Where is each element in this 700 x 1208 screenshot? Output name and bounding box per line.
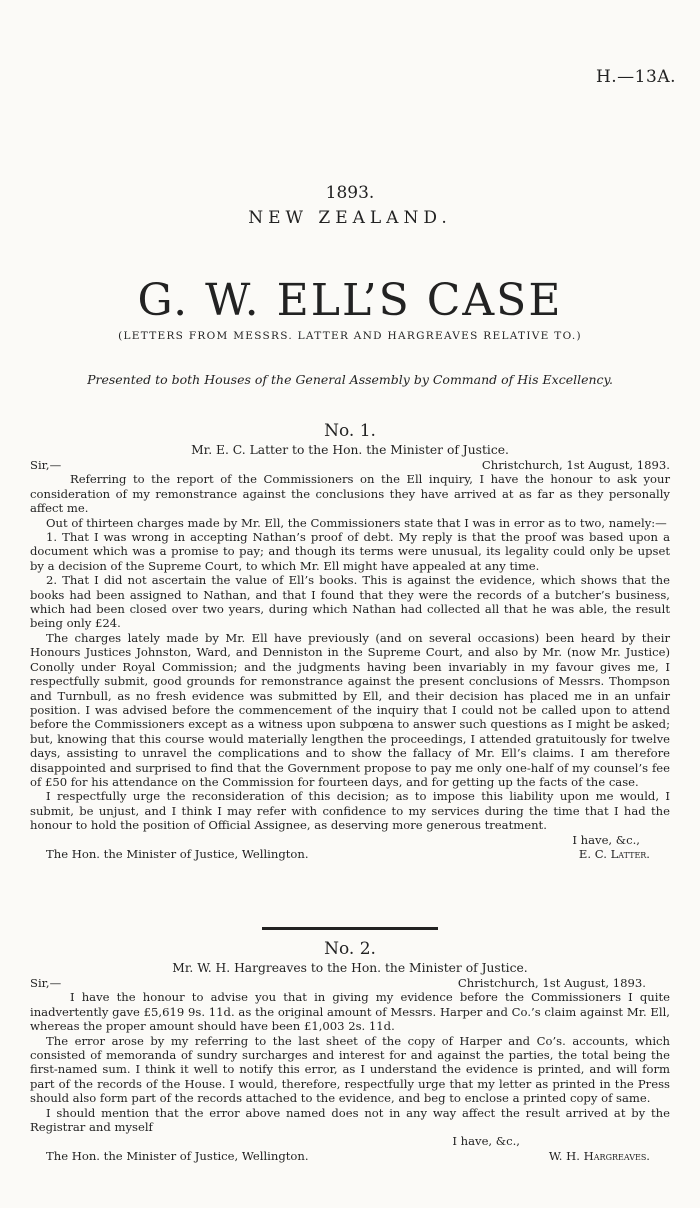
letter-1-salutation: Sir,— [30, 458, 62, 472]
letter-1 [30, 420, 670, 861]
letter-2-paragraph: The error arose by my referring to the last sheet of the copy of Harper and Co’s. accounts, which consisted of memoranda of sundry surcharges and interest for and against the parties, the total being the first-named sum. I think it well to notify this error, as I understand the evidence is printed, and will form part of the records of the House. I would, therefore, respectfully urge that my letter as printed in the Press should also form part of the records attached to the evidence, and beg to enclose a printed copy of same. [30, 1033, 670, 1106]
section-divider [262, 927, 438, 930]
letter-1-signature: E. C. Latter. [578, 846, 650, 861]
letter-2-address: Mr. W. H. Hargreaves to the Hon. the Minister of Justice. [172, 961, 528, 975]
letter-2-signature: W. H. Hargreaves. [548, 1148, 650, 1163]
letter-2 [30, 938, 670, 1163]
letter-1-paragraph: 2. That I did not ascertain the value of Ell’s books. This is against the evidence, which shows that the books had been assigned to Nathan, and that I found that they were the records of a butcher’s business, which had been closed over two years, during which Nathan had collected all that he was able, the result being only £24. [30, 573, 670, 631]
letter-2-number: No. 2. [324, 939, 376, 959]
letter-1-paragraph: I respectfully urge the reconsideration of this decision; as to impose this liability upon me would, I submit, be unjust, and I think I may refer with confidence to my services during the time that I had the honour to hold the position of Official Assignee, as deserving more generous treatment. [30, 789, 670, 833]
letter-2-closing: I have, &c., [452, 1134, 520, 1149]
letter-2-place-date: Christchurch, 1st August, 1893. [457, 976, 646, 990]
letter-2-footer-row [30, 1149, 670, 1163]
letter-2-recipient: The Hon. the Minister of Justice, Wellington. [46, 1148, 309, 1163]
document-title: G. W. ELL’S CASE [137, 275, 563, 326]
letter-1-paragraph: Out of thirteen charges made by Mr. Ell, the Commissioners state that I was in error as to two, namely:— [46, 515, 667, 530]
letter-1-footer-row [30, 847, 670, 861]
document-subtitle: (LETTERS FROM MESSRS. LATTER AND HARGREAVES RELATIVE TO.) [118, 330, 582, 342]
page-reference: H.—13A. [595, 67, 676, 87]
letter-1-paragraph: Referring to the report of the Commissioners on the Ell inquiry, I have the honour to ask your consideration of my remonstrance against the conclusions they have arrived at as far as they personally affect me. [30, 472, 670, 516]
letter-2-heading-row [30, 976, 670, 990]
letter-1-number: No. 1. [324, 421, 376, 441]
letter-1-address: Mr. E. C. Latter to the Hon. the Minister of Justice. [191, 443, 509, 457]
year: 1893. [325, 183, 375, 203]
letter-1-closing: I have, &c., [572, 832, 640, 847]
letter-2-salutation: Sir,— [30, 976, 62, 990]
letter-1-place-date: Christchurch, 1st August, 1893. [481, 458, 670, 472]
letter-2-paragraph: I have the honour to advise you that in giving my evidence before the Commissioners I quite inadvertently gave £5,619 9s. 11d. as the original amount of Messrs. Harper and Co.’s claim against Mr. Ell, whereas the proper amount should have been £1,003 2s. 11d. [30, 990, 670, 1034]
letter-1-paragraph: 1. That I was wrong in accepting Nathan’s proof of debt. My reply is that the proof was based upon a document which was a promise to pay; and though its terms were unusual, its legality could only be upset by a decision of the Supreme Court, to which Mr. Ell might have appealed at any time. [30, 530, 670, 573]
letter-1-recipient: The Hon. the Minister of Justice, Wellington. [46, 846, 309, 861]
letter-1-heading-row [30, 458, 670, 472]
letter-1-paragraph: The charges lately made by Mr. Ell have previously (and on several occasions) been heard by their Honours Justices Johnston, Ward, and Denniston in the Supreme Court, and also by Mr. (now Mr. Justice) Conolly under Royal Commission; and the judgments having been invariably in my favour gives me, I respectfully submit, good grounds for remonstrance against the present conclusions of Messrs. Thompson and Turnbull, as no fresh evidence was submitted by Ell, and their decision has placed me in an unfair position. I was advised before the commencement of the inquiry that I could not be called upon to attend before the Commissioners except as a witness upon subpœna to answer such questions as I might be asked; but, knowing that this course would materially lengthen the proceedings, I attended gratuitously for twelve days, assisting to unravel the complications and to show the fallacy of Mr. Ell’s claims. I am therefore disappointed and surprised to find that the Government propose to pay me only one-half of my counsel’s fee of £50 for his attendance on the Commission for fourteen days, and for getting up the facts of the case. [30, 630, 670, 789]
letter-2-paragraph: I should mention that the error above named does not in any way affect the result arrived at by the Registrar and myself [30, 1105, 670, 1135]
presentation-note: Presented to both Houses of the General Assembly by Command of His Excellency. [87, 372, 613, 387]
country: NEW ZEALAND. [248, 208, 452, 228]
